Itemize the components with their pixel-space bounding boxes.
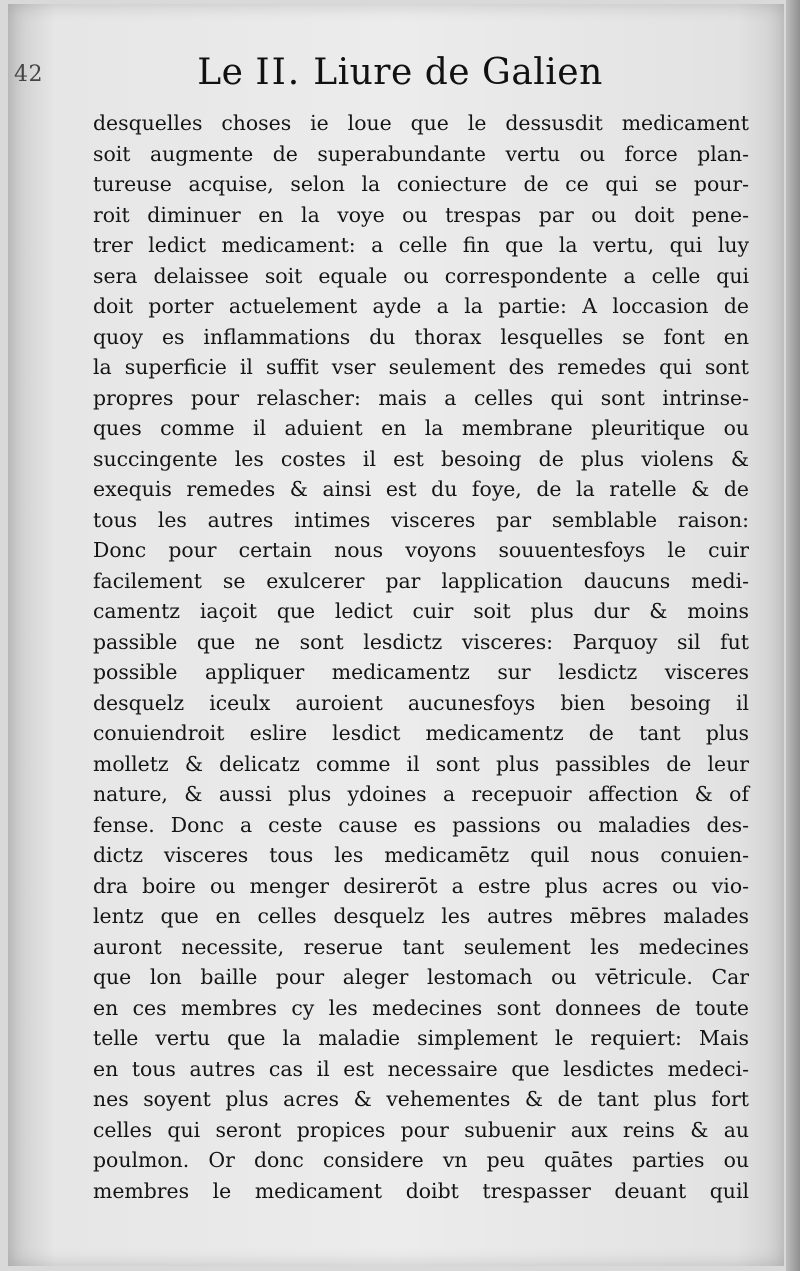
- text-line: auront necessite, reserue tant seulement les medecines: [93, 934, 749, 959]
- text-line: dictz visceres tous les medicamētz quil nous conuien-: [93, 843, 749, 867]
- text-line: succingente les costes il est besoing de plus violens &: [93, 446, 749, 471]
- text-line: desquelles choses ie loue que le dessusdit medicament: [93, 111, 749, 135]
- header-title-rest: Liure de Galien: [313, 52, 603, 93]
- header-book-number: II.: [255, 52, 302, 93]
- text-line: exequis remedes & ainsi est du foye, de la ratelle & de: [93, 477, 749, 501]
- text-line: la superficie il suffit vser seulement des remedes qui sont: [93, 355, 749, 379]
- page-number: 42: [14, 62, 43, 87]
- text-line: doit porter actuelement ayde a la partie: A loccasion de: [93, 294, 749, 318]
- text-line: que lon baille pour aleger lestomach ou vētricule. Car: [93, 965, 749, 989]
- text-line: conuiendroit eslire lesdict medicamentz de tant plus: [93, 721, 749, 745]
- text-line: membres le medicament doibt trespasser deuant quil: [93, 1178, 749, 1203]
- text-line: Donc pour certain nous voyons souuentesfoys le cuir: [93, 538, 749, 562]
- text-line: possible appliquer medicamentz sur lesdictz visceres: [93, 660, 749, 684]
- text-line: nature, & aussi plus ydoines a recepuoir affection & of: [93, 782, 749, 806]
- text-line: quoy es inflammations du thorax lesquelles se font en: [93, 324, 749, 349]
- text-line: camentz iaçoit que ledict cuir soit plus dur & moins: [93, 599, 749, 623]
- text-line: ques comme il aduient en la membrane pleuritique ou: [93, 416, 749, 440]
- running-header: [0, 52, 800, 93]
- text-line: roit diminuer en la voye ou trespas par ou doit pene-: [93, 202, 749, 227]
- text-line: en ces membres cy les medecines sont donnees de toute: [93, 995, 749, 1020]
- text-line: trer ledict medicament: a celle fin que la vertu, qui luy: [93, 233, 749, 257]
- text-line: tureuse acquise, selon la coniecture de ce qui se pour-: [93, 172, 749, 196]
- text-line: passible que ne sont lesdictz visceres: Parquoy sil fut: [93, 629, 749, 654]
- text-line: en tous autres cas il est necessaire que lesdictes medeci-: [93, 1056, 749, 1081]
- header-title-prefix: Le: [197, 52, 244, 93]
- text-line: dra boire ou menger desirerōt a estre plus acres ou vio-: [93, 873, 749, 898]
- text-line: tous les autres intimes visceres par semblable raison:: [93, 507, 749, 532]
- text-line: soit augmente de superabundante vertu ou force plan-: [93, 141, 749, 166]
- text-line: facilement se exulcerer par lapplication daucuns medi-: [93, 568, 749, 593]
- text-line: lentz que en celles desquelz les autres mēbres malades: [93, 904, 749, 928]
- text-line: poulmon. Or donc considere vn peu quātes parties ou: [93, 1148, 749, 1172]
- text-line: propres pour relascher: mais a celles qui sont intrinse-: [93, 385, 749, 410]
- body-text: [93, 108, 749, 1206]
- text-line: telle vertu que la maladie simplement le requiert: Mais: [93, 1026, 749, 1050]
- text-line: celles qui seront propices pour subuenir aux reins & au: [93, 1117, 749, 1142]
- page-edge-shadow: [786, 0, 800, 1271]
- text-line: fense. Donc a ceste cause es passions ou maladies des-: [93, 812, 749, 837]
- text-line: nes soyent plus acres & vehementes & de tant plus fort: [93, 1087, 749, 1111]
- text-line: desquelz iceulx auroient aucunesfoys bien besoing il: [93, 690, 749, 715]
- text-line: sera delaissee soit equale ou correspondente a celle qui: [93, 263, 749, 288]
- text-line: molletz & delicatz comme il sont plus passibles de leur: [93, 751, 749, 776]
